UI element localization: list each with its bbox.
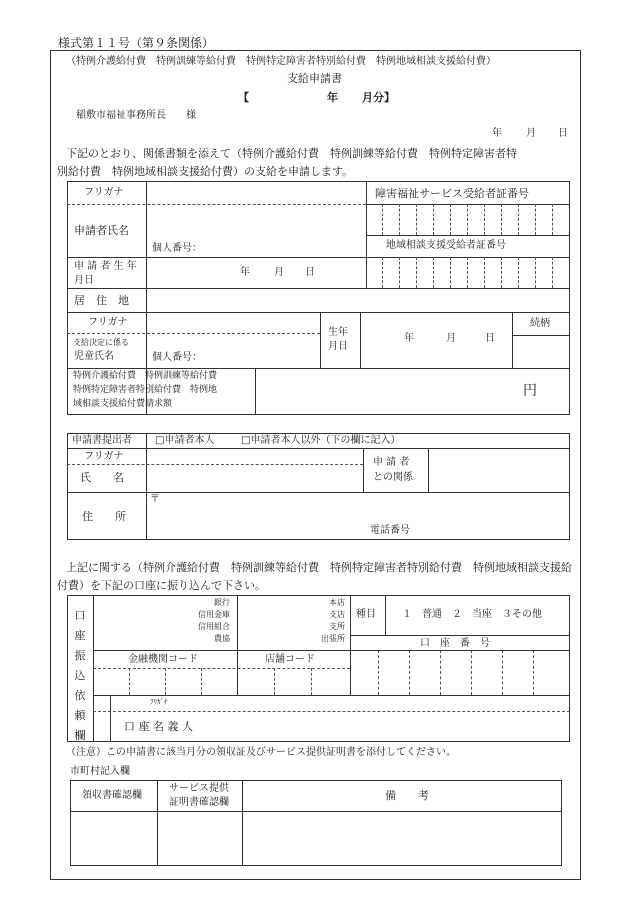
phone-label: 電話番号 <box>370 525 410 536</box>
form-subtitle: （特例介護給付費 特例訓練等給付費 特例特定障害者特別給付費 特例地域相談支援給付費） <box>66 56 496 67</box>
relation-label: 続柄 <box>530 318 550 329</box>
date-year: 年 <box>492 128 502 139</box>
service-cert-label: 障害福祉サービス受給者証番号 <box>375 187 529 200</box>
branch-type-main: 本店 <box>329 598 345 607</box>
account-kind-options: １ 普通 ２ 当座 ３その他 <box>402 609 542 620</box>
inst-type-nokyo: 農協 <box>214 634 230 643</box>
yen-unit: 円 <box>523 383 537 399</box>
child-furigana-label: フリガナ <box>88 317 128 328</box>
note: （注意）この申請書に該当月分の領収証及びサービス提供証明書を添付してください。 <box>66 747 456 758</box>
inst-type-shinkumi: 信用組合 <box>198 622 230 631</box>
option-other: □申請者本人以外（下の欄に記入） <box>241 435 401 446</box>
intro-line-1: 下記のとおり、関係書類を添えて（特例介護給付費 特例訓練等給付費 特例特定障害者特 <box>66 147 517 160</box>
period-bracket-open: 【 <box>238 91 249 104</box>
applicant-birth-day: 日 <box>305 267 315 278</box>
branch-code-label: 店舗コード <box>265 654 315 665</box>
relation-label-1: 申 請 者 <box>373 457 410 468</box>
form-title: 支給申請書 <box>287 72 342 85</box>
claim-label-3: 域相談支援給付費請求額 <box>73 399 173 409</box>
consult-cert-label: 地域相談支援受給者証番号 <box>386 240 506 251</box>
submitter-furigana-label: フリガナ <box>84 451 124 462</box>
applicant-personal-number: 個人番号： <box>152 243 202 254</box>
applicant-name-label: 申請者氏名 <box>74 224 129 237</box>
holder-furigana-label: ﾌﾘｶﾞﾅ <box>150 698 168 706</box>
address-label: 居 住 地 <box>74 294 129 307</box>
claim-label-1: 特例介護給付費 特例訓練等給付費 <box>73 371 218 381</box>
applicant-birth-label-1: 申 請 者 生 年 <box>74 261 137 272</box>
applicant-birth-year: 年 <box>240 267 250 278</box>
submitter-table <box>67 433 570 540</box>
claim-label-2: 特例特定障害者特別給付費 特例地 <box>73 385 218 395</box>
child-label-2: 児童氏名 <box>74 351 114 362</box>
relation-label-2: との関係 <box>373 472 413 483</box>
period-year: 年 <box>327 91 338 104</box>
bank-intro-line-2: 付費）を下記の口座に振り込んで下さい。 <box>57 579 266 592</box>
applicant-birth-label-2: 月日 <box>74 275 94 286</box>
date-month: 月 <box>526 128 536 139</box>
inst-type-bank: 銀行 <box>214 598 230 607</box>
account-kind-label: 種目 <box>356 609 376 620</box>
service-cert-check-2: 証明書確認欄 <box>169 797 229 808</box>
branch-type-branch: 支店 <box>329 610 345 619</box>
form-number: 様式第１１号（第９条関係） <box>58 36 215 50</box>
city-section-title: 市町村記入欄 <box>70 766 130 777</box>
child-label-1: 支給決定に係る <box>73 338 129 347</box>
child-birth-month: 月 <box>446 333 456 344</box>
addressee: 稲敷市福祉事務所長 様 <box>76 110 196 121</box>
city-table <box>70 780 562 866</box>
option-self: □申請者本人 <box>155 435 215 446</box>
receipt-check-label: 領収書確認欄 <box>82 790 142 801</box>
bank-vertical-label: 口 座 振 込 依 頼 欄 <box>74 609 86 742</box>
period-month: 月分】 <box>362 91 395 104</box>
remarks-label: 備 考 <box>385 789 429 802</box>
intro-line-2: 別給付費 特例地域相談支援給付費）の支給を申請します。 <box>57 165 354 178</box>
applicant-birth-month: 月 <box>274 267 284 278</box>
child-birth-day: 日 <box>485 333 495 344</box>
holder-label: 口 座 名 義 人 <box>124 720 193 733</box>
date-day: 日 <box>558 128 568 139</box>
service-cert-check-1: サービス提供 <box>169 783 229 794</box>
applicant-furigana-label: フリガナ <box>84 187 124 198</box>
inst-type-shinkin: 信用金庫 <box>198 610 230 619</box>
submitter-name-label: 氏 名 <box>80 471 124 484</box>
child-birth-year: 年 <box>404 333 414 344</box>
branch-type-office: 出張所 <box>321 634 345 643</box>
account-number-label: 口 座 番 号 <box>420 638 490 649</box>
branch-type-sub: 支所 <box>329 622 345 631</box>
postal-mark: 〒 <box>150 494 160 505</box>
child-birth-label-1: 生年 <box>328 327 348 338</box>
submitter-label: 申請書提出者 <box>72 435 132 446</box>
child-birth-label-2: 月日 <box>328 341 348 352</box>
submitter-address-label: 住 所 <box>82 510 126 523</box>
bank-intro-line-1: 上記に関する（特例介護給付費 特例訓練等給付費 特例特定障害者特別給付費 特例地域相談支援給 <box>66 561 572 574</box>
child-personal-number: 個人番号： <box>152 352 202 363</box>
inst-code-label: 金融機関コード <box>128 654 198 665</box>
